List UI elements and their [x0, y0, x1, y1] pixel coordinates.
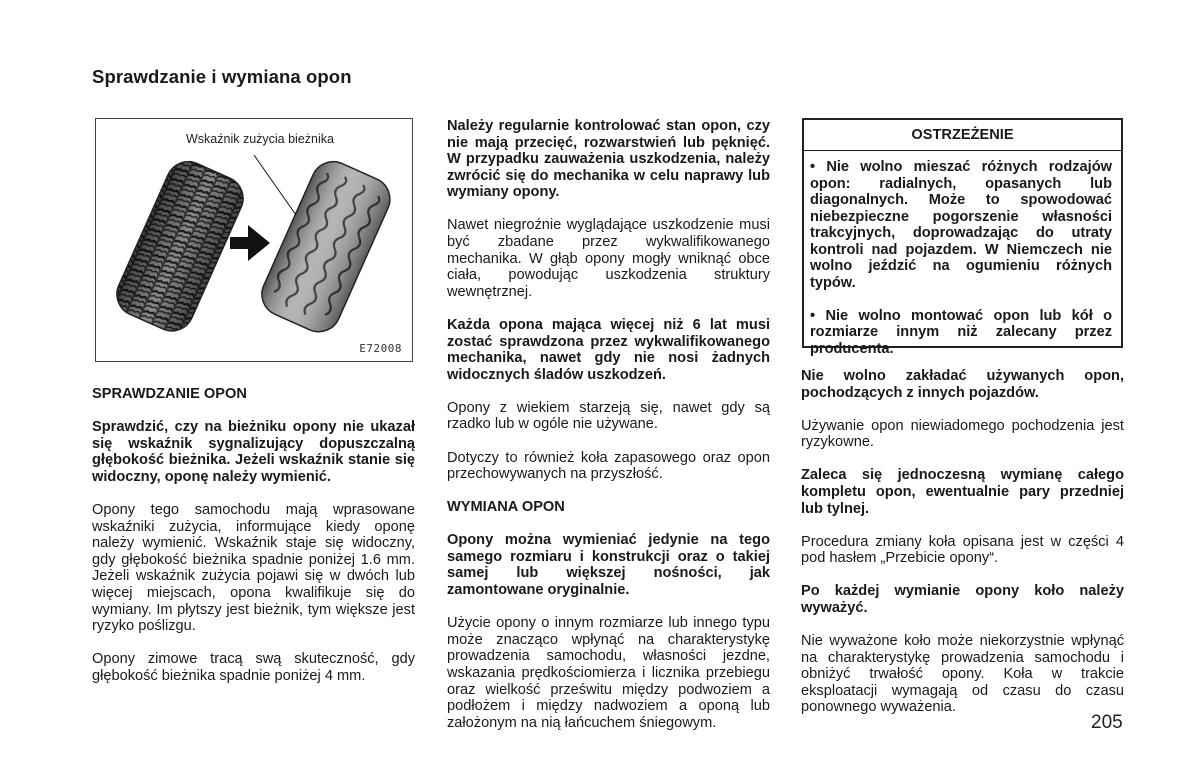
- indicator-leader-line: [254, 155, 296, 215]
- tire-wear-figure: [95, 118, 413, 362]
- paragraph: Używanie opon niewiadomego pochodzenia jest ryzykowne.: [801, 417, 1124, 451]
- warning-item: • Nie wolno mieszać różnych rodzajów opon: radialnych, opasanych lub diagonalnych. Może to spowodować niebezpieczne pogorszenie własności trakcyjnych, doprowadzając do utraty kontroli nad pojazdem. W Niemczech nie wolno jeździć na ogumieniu różnych typów.: [810, 159, 1112, 291]
- paragraph: Procedura zmiany koła opisana jest w części 4 pod hasłem „Przebicie opony“.: [801, 533, 1124, 567]
- page-number: 205: [1091, 712, 1123, 733]
- worn-tire: [255, 155, 397, 339]
- paragraph: Nie wyważone koło może niekorzystnie wpłynąć na charakterystykę prowadzenia samochodu i obniżyć trwałość opony. Koła w trakcie eksploatacji wymagają od czasu do czasu ponownego wyważenia.: [801, 633, 1124, 716]
- paragraph: Użycie opony o innym rozmiarze lub innego typu może znacząco wpłynąć na charakterystykę prowadzenia samochodu, własności jezdne, wskazania prędkościomierza i licznika przebiegu oraz wielkość prześwitu między podwoziem a podłożem i między nadwoziem a oponą lub założonym na nią łańcuchem śniegowym.: [447, 615, 770, 731]
- paragraph: Opony zimowe tracą swą skuteczność, gdy głębokość bieżnika spadnie poniżej 4 mm.: [92, 651, 415, 684]
- paragraph: Po każdej wymianie opony koło należy wyważyć.: [801, 583, 1124, 616]
- heading-wymiana: WYMIANA OPON: [447, 499, 565, 516]
- heading-sprawdzanie: SPRAWDZANIE OPON: [92, 386, 247, 402]
- paragraph: Należy regularnie kontrolować stan opon, czy nie mają przecięć, rozwarstwień lub pęknięć. W przypadku zauważenia uszkodzenia, należy zwrócić się do mechanika w celu naprawy lub wymiany opony.: [447, 118, 770, 201]
- paragraph: Opony tego samochodu mają wprasowane wskaźniki zużycia, informujące kiedy oponę należy wymienić. Wskaźnik staje się widoczny, gdy głębokość bieżnika spadnie poniżej 1.6 mm. Jeżeli wskaźnik zużycia pojawi się w dwóch lub więcej miejscach, opona kwalifikuje się do wymiany. Im płytszy jest bieżnik, tym większe jest ryzyko poślizgu.: [92, 501, 415, 635]
- column-3: [801, 368, 1124, 733]
- figure-code: E72008: [359, 342, 402, 355]
- warning-box: [802, 118, 1123, 357]
- new-tire: [110, 155, 250, 338]
- paragraph: Opony można wymieniać jedynie na tego samego rozmiaru i konstrukcji oraz o takiej samej lub większej nośności, jak zamontowane oryginalnie.: [447, 532, 770, 599]
- warning-item: • Nie wolno montować opon lub kół o rozmiarze innym niż zalecany przez producenta.: [810, 307, 1112, 357]
- warning-body: [804, 151, 1121, 357]
- tire-illustration: [96, 119, 414, 363]
- page-title: Sprawdzanie i wymiana opon: [92, 66, 352, 87]
- paragraph: Dotyczy to również koła zapasowego oraz opon przechowywanych na przyszłość.: [447, 449, 770, 483]
- arrow-right-icon: [230, 225, 270, 261]
- paragraph: Każda opona mająca więcej niż 6 lat musi zostać sprawdzona przez wykwalifikowanego mechanika, nawet gdy nie nosi żadnych widocznych śladów uszkodzeń.: [447, 316, 770, 383]
- warning-title: OSTRZEŻENIE: [804, 120, 1121, 151]
- paragraph: Sprawdzić, czy na bieżniku opony nie ukazał się wskaźnik sygnalizujący dopuszczalną głębokość bieżnika. Jeżeli wskaźnik stanie się widoczny, oponę należy wymienić.: [92, 419, 415, 485]
- paragraph: Opony z wiekiem starzeją się, nawet gdy są rzadko lub w ogóle nie używane.: [447, 399, 770, 433]
- paragraph: Nie wolno zakładać używanych opon, pochodzących z innych pojazdów.: [801, 368, 1124, 401]
- paragraph: Nawet niegroźnie wyglądające uszkodzenie musi być zbadane przez wykwalifikowanego mechanika. W głąb opony mogły wniknąć obce ciała, powodując uszkodzenia struktury wewnętrznej.: [447, 217, 770, 300]
- figure-label: Wskaźnik zużycia bieżnika: [186, 132, 334, 146]
- column-2: [447, 118, 770, 748]
- column-1: [92, 386, 415, 701]
- paragraph: Zaleca się jednoczesną wymianę całego kompletu opon, ewentualnie pary przedniej lub tylnej.: [801, 467, 1124, 517]
